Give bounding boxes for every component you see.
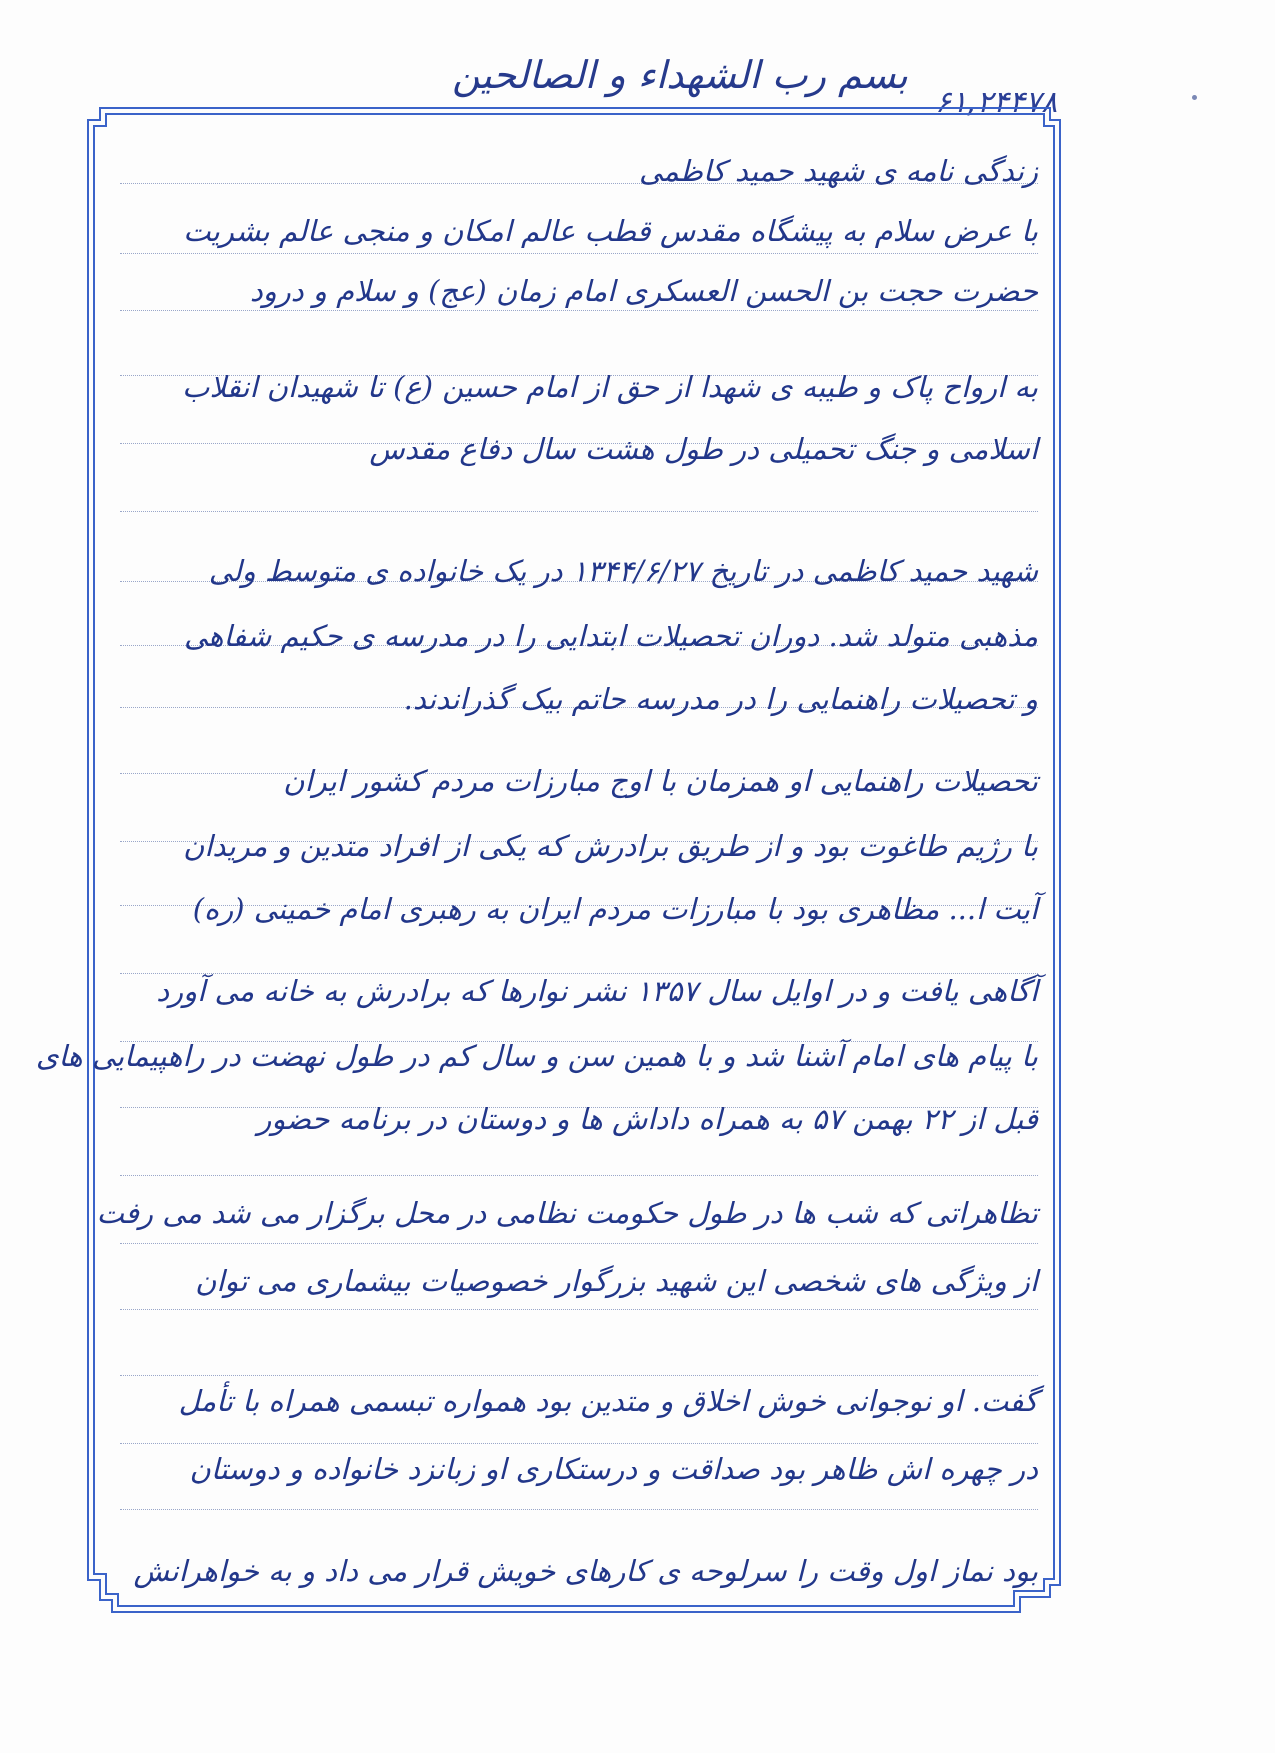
ruled-line <box>120 511 1038 512</box>
handwritten-line: اسلامی و جنگ تحمیلی در طول هشت سال دفاع مقدس <box>369 432 1038 466</box>
bismillah-heading: بسم رب الشهداء و الصالحين <box>452 53 908 97</box>
ruled-line <box>120 1309 1038 1310</box>
handwritten-line: بود نماز اول وقت را سرلوحه ی کارهای خویش قرار می داد و به خواهرانش <box>133 1554 1038 1588</box>
handwritten-line: تحصیلات راهنمایی او همزمان با اوج مبارزات مردم کشور ایران <box>283 764 1038 798</box>
handwritten-line: گفت. او نوجوانی خوش اخلاق و متدین بود همواره تبسمی همراه با تأمل <box>178 1384 1038 1418</box>
handwritten-line: با پیام های امام آشنا شد و با همین سن و سال کم در طول نهضت در راهپیمایی های <box>35 1039 1038 1073</box>
handwritten-line: در چهره اش ظاهر بود صداقت و درستکاری او زبانزد خانواده و دوستان <box>189 1452 1038 1486</box>
ruled-line <box>120 1243 1038 1244</box>
handwritten-line: مذهبی متولد شد. دوران تحصیلات ابتدایی را در مدرسه ی حکیم شفاهی <box>184 619 1038 653</box>
handwritten-line: با رژیم طاغوت بود و از طریق برادرش که یکی از افراد متدین و مریدان <box>183 829 1038 863</box>
handwritten-line: زندگی نامه ی شهید حمید کاظمی <box>638 154 1038 188</box>
ruled-line <box>120 1509 1038 1510</box>
handwritten-line: و تحصیلات راهنمایی را در مدرسه حاتم بیک گذراندند. <box>403 682 1038 716</box>
handwritten-line: آیت ا... مظاهری بود با مبارزات مردم ایران به رهبری امام خمینی (ره) <box>192 892 1038 926</box>
handwritten-line: قبل از ۲۲ بهمن ۵۷ به همراه داداش ها و دوستان در برنامه حضور <box>257 1102 1038 1136</box>
handwritten-line: از ویژگی های شخصی این شهید بزرگوار خصوصیات بیشماری می توان <box>195 1264 1038 1298</box>
handwritten-line: تظاهراتی که شب ها در طول حکومت نظامی در محل برگزار می شد می رفت <box>96 1196 1038 1230</box>
ruled-writing-area <box>35 125 1048 1605</box>
handwritten-line: آگاهی یافت و در اوایل سال ۱۳۵۷ نشر نوارها که برادرش به خانه می آورد <box>156 974 1038 1008</box>
ruled-line <box>120 1175 1038 1176</box>
handwritten-line: با عرض سلام به پیشگاه مقدس قطب عالم امکان و منجی عالم بشریت <box>183 214 1038 248</box>
handwritten-line: به ارواح پاک و طیبه ی شهدا از حق از امام حسین (ع) تا شهیدان انقلاب <box>182 370 1038 404</box>
handwritten-line: حضرت حجت بن الحسن العسکری امام زمان (عج) و سلام و درود <box>249 274 1038 308</box>
file-number: ۶۱,۲۴۴۷۸ <box>935 85 1058 120</box>
handwritten-line: شهید حمید کاظمی در تاریخ ۱۳۴۴/۶/۲۷ در یک خانواده ی متوسط ولی <box>208 554 1038 588</box>
